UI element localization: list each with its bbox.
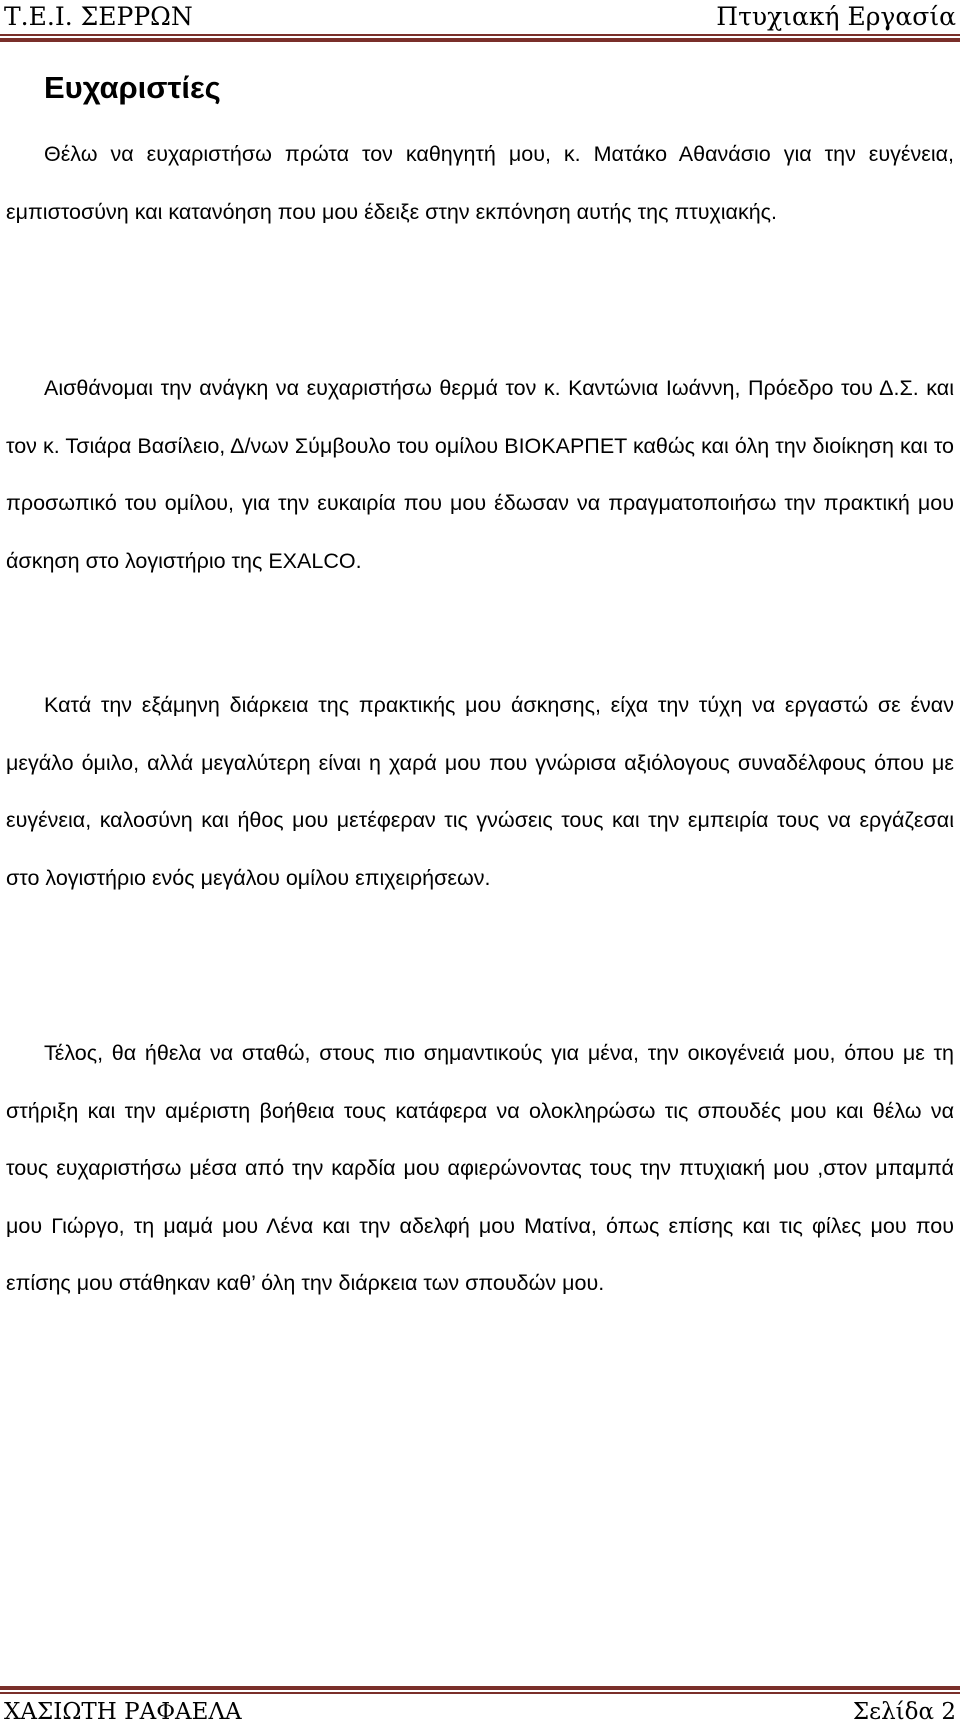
paragraph-1: Θέλω να ευχαριστήσω πρώτα τον καθηγητή μου, κ. Ματάκο Αθανάσιο για την ευγένεια, εμπιστοσύνη και κατανόηση που μου έδειξε στην εκπόνηση αυτής της πτυχιακής. (6, 142, 954, 224)
header-rule-thick (0, 38, 960, 42)
paragraph-3: Κατά την εξάμηνη διάρκεια της πρακτικής μου άσκησης, είχα την τύχη να εργαστώ σε έναν μεγάλο όμιλο, αλλά μεγαλύτερη είναι η χαρά μου που γνώρισα αξιόλογους συναδέλφους όπου με ευγένεια, καλοσύνη και ήθος μου μετέφεραν τις γνώσεις τους και την εμπειρία τους να εργάζεσαι στο λογιστήριο ενός μεγάλου ομίλου επιχειρήσεων. (6, 693, 954, 890)
footer-page-number: Σελίδα 2 (852, 1699, 956, 1725)
header-document-type: Πτυχιακή Εργασία (716, 2, 956, 31)
paragraph-4: Τέλος, θα ήθελα να σταθώ, στους πιο σημαντικούς για μένα, την οικογένειά μου, όπου με τη στήριξη και την αμέριστη βοήθεια τους κατάφερα να ολοκληρώσω τις σπουδές μου και θέλω να τους ευχαριστήσω μέσα από την καρδία μου αφιερώνοντας τους την πτυχιακή μου ,στον μπαμπά μου Γιώργο, τη μαμά μου Λένα και την αδελφή μου Ματίνα, όπως επίσης και τις φίλες μου που επίσης μου στάθηκαν καθ’ όλη την διάρκεια των σπουδών μου. (6, 1041, 954, 1295)
paragraph-2: Αισθάνομαι την ανάγκη να ευχαριστήσω θερμά τον κ. Καντώνια Ιωάννη, Πρόεδρο του Δ.Σ. και τον κ. Τσιάρα Βασίλειο, Δ/νων Σύμβουλο του ομίλου ΒΙΟΚΑΡΠΕΤ καθώς και όλη την διοίκηση και το προσωπικό του ομίλου, για την ευκαιρία που μου έδωσαν να πραγματοποιήσω την πρακτική μου άσκηση στο λογιστήριο της EXALCO. (6, 376, 954, 573)
footer-author: ΧΑΣΙΩΤΗ ΡΑΦΑΕΛΑ (4, 1699, 242, 1725)
header-institution: Τ.Ε.Ι. ΣΕΡΡΩΝ (4, 2, 193, 31)
page-title: Ευχαριστίες (44, 70, 221, 105)
page-footer (0, 1682, 960, 1729)
header-rule-thin (0, 34, 960, 36)
